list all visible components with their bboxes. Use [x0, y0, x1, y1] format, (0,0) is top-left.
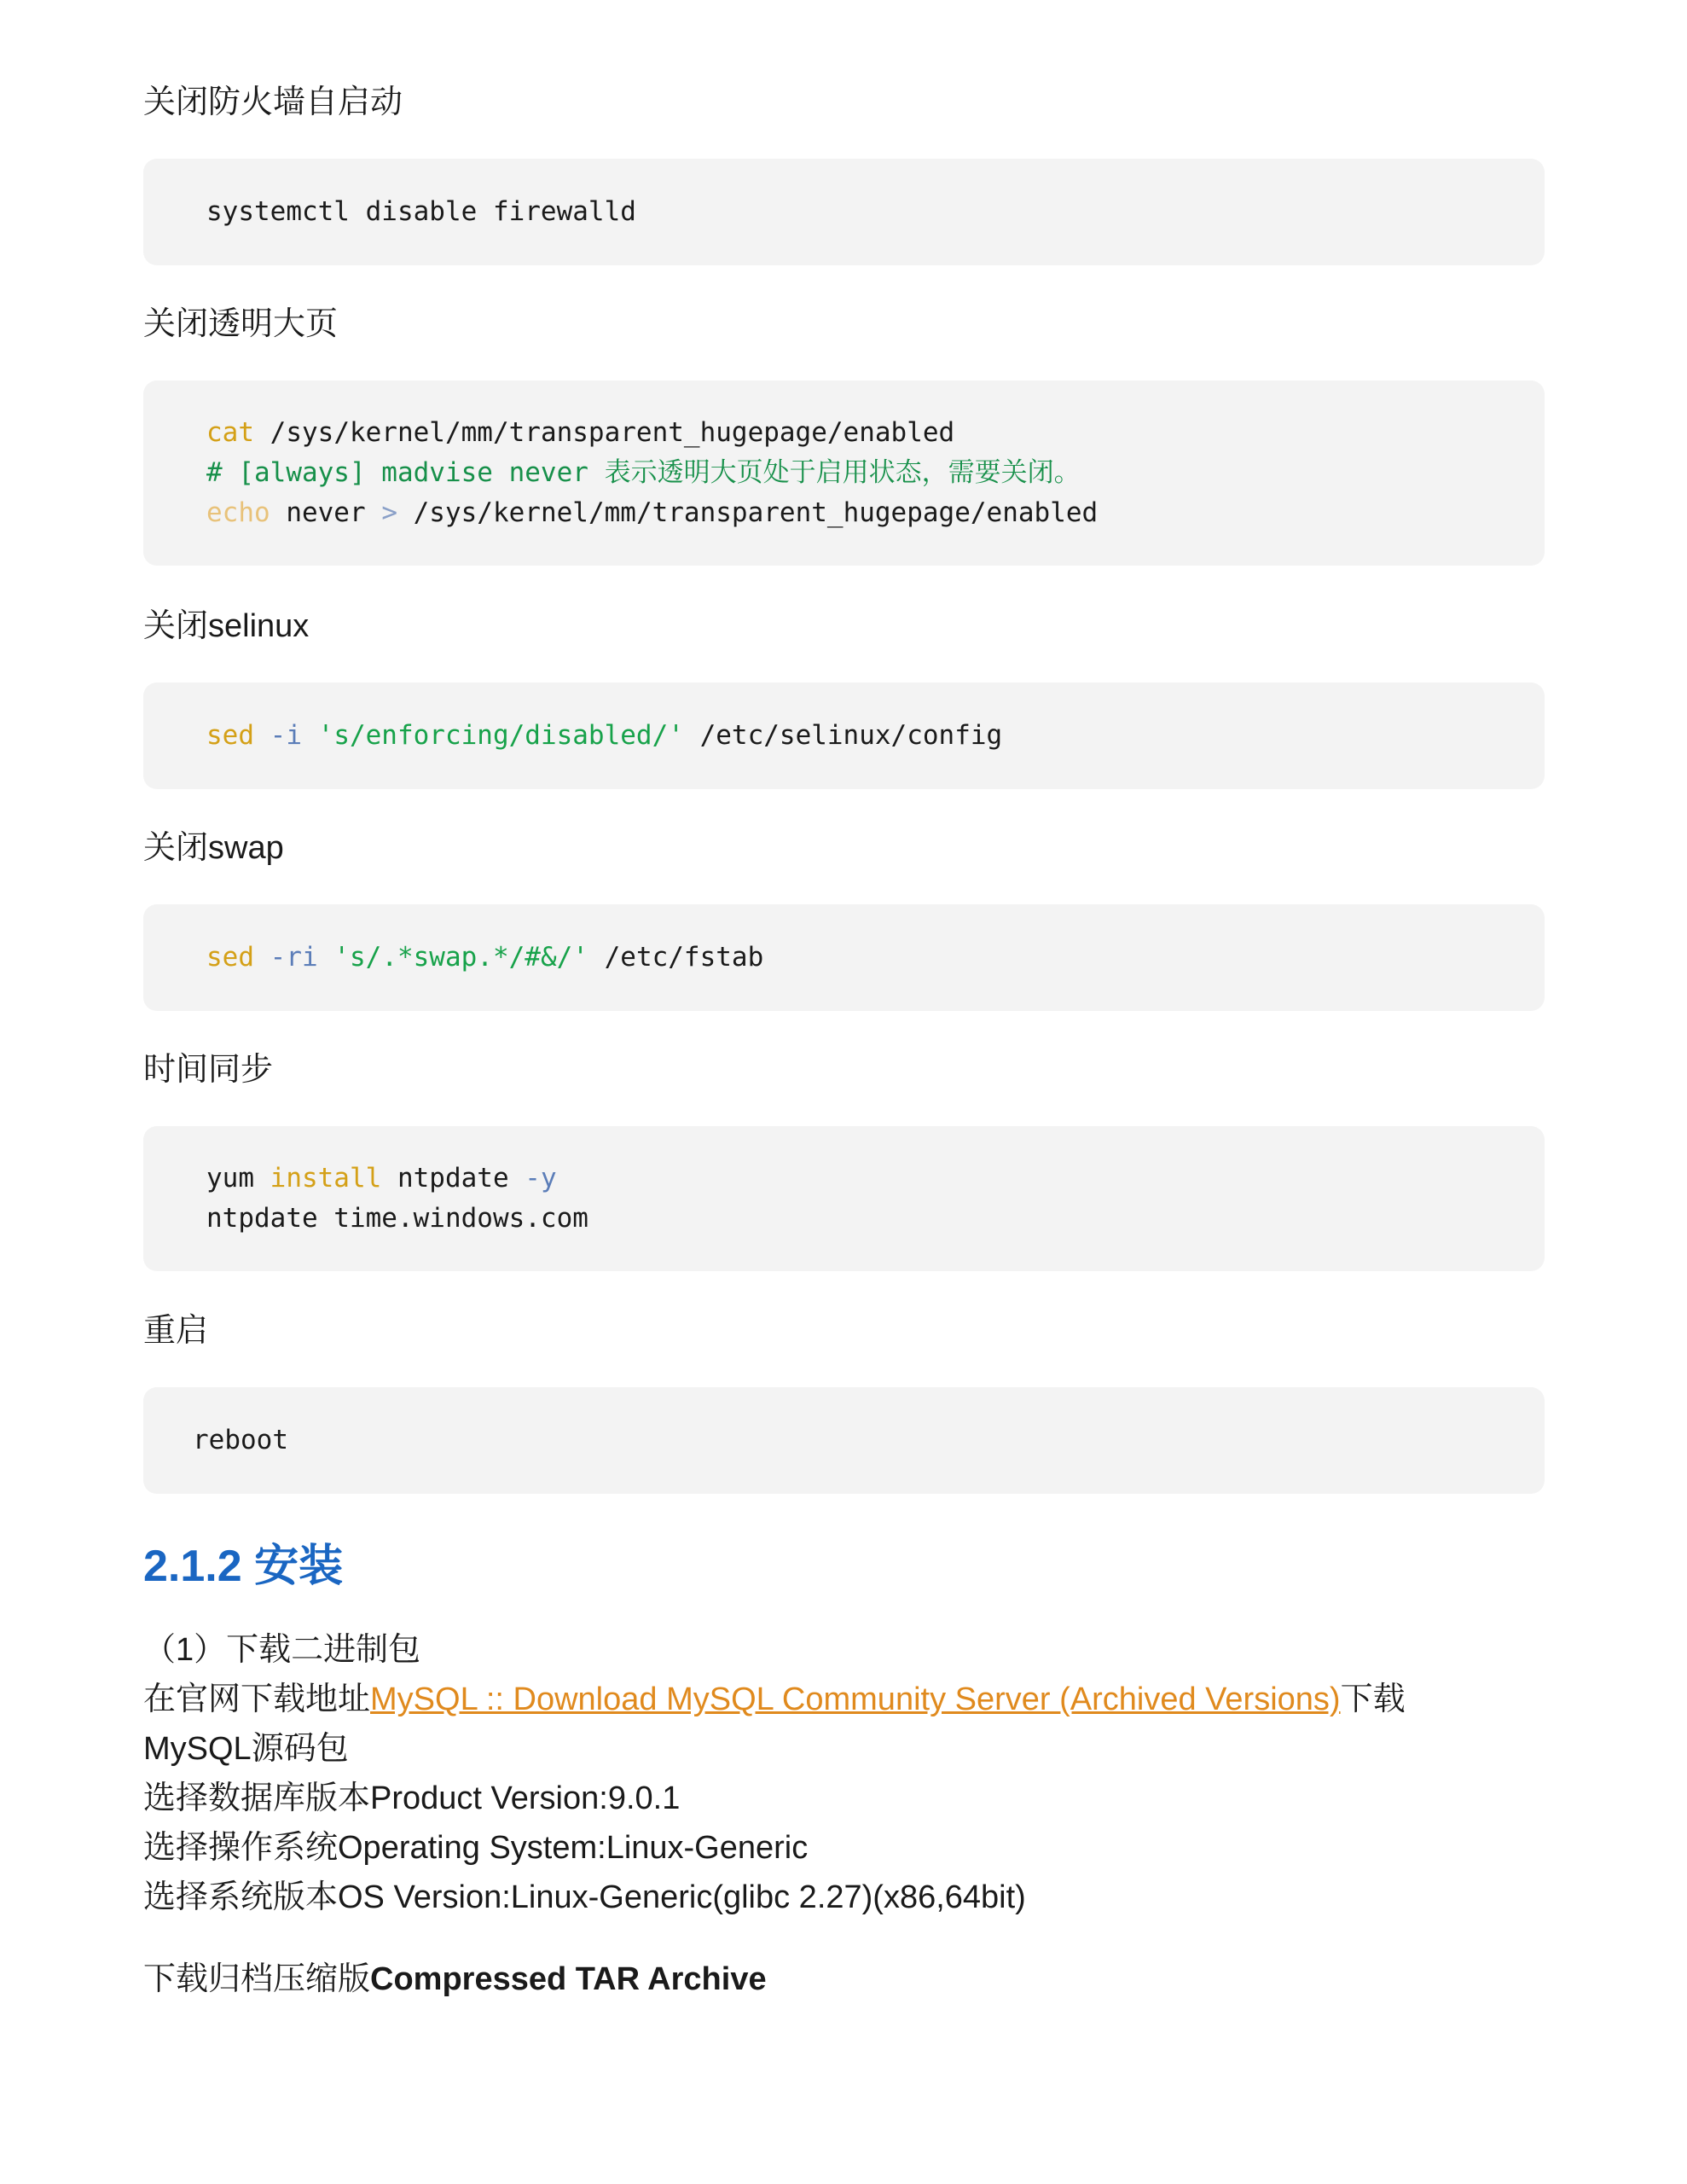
code-text: ntpdate: [381, 1163, 525, 1194]
swap-label: 关闭swap: [143, 830, 284, 866]
selinux-code-block: [143, 682, 1545, 789]
install-body: [143, 1625, 1551, 2004]
cat-keyword: cat: [206, 417, 254, 448]
code-line: [206, 413, 1545, 453]
hugepage-label: 关闭透明大页: [143, 306, 339, 342]
reboot-code-block: [143, 1387, 1545, 1494]
firewall-code-block: [143, 159, 1545, 265]
code-text: /etc/selinux/config: [683, 720, 1003, 751]
archive-name: Compressed TAR Archive: [370, 1961, 767, 1997]
code-line: [206, 1159, 1545, 1199]
code-line: systemctl disable firewalld: [206, 196, 636, 227]
code-text: /sys/kernel/mm/transparent_hugepage/enabled: [254, 417, 955, 448]
echo-keyword: echo: [206, 497, 270, 528]
code-line: [206, 938, 1545, 978]
code-text: never: [270, 497, 382, 528]
product-version-line: 选择数据库版本Product Version:9.0.1: [143, 1780, 681, 1816]
code-flag: -y: [525, 1163, 557, 1194]
install-keyword: install: [270, 1163, 382, 1194]
sed-keyword: sed: [206, 942, 254, 973]
sed-keyword: sed: [206, 720, 254, 751]
code-text: yum: [206, 1163, 270, 1194]
hugepage-code-block: [143, 380, 1545, 566]
download-suffix: 下载: [1340, 1682, 1406, 1717]
code-comment: # [always] madvise never 表示透明大页处于启用状态，需要关闭。: [206, 457, 1081, 488]
download-line: [143, 1675, 1551, 1724]
selinux-label: 关闭selinux: [143, 608, 310, 644]
redirect-operator: >: [381, 497, 397, 528]
section-heading: 2.1.2 安装: [143, 1542, 344, 1591]
archive-line: [143, 1955, 1551, 2004]
code-string: 's/enforcing/disabled/': [317, 720, 684, 751]
code-text: /etc/fstab: [588, 942, 764, 973]
firewall-label: 关闭防火墙自启动: [143, 84, 403, 120]
mysql-download-link[interactable]: MySQL :: Download MySQL Community Server (Archived Versions): [370, 1682, 1341, 1717]
code-flag: -i: [254, 720, 318, 751]
swap-code-block: [143, 904, 1545, 1011]
code-line: ntpdate time.windows.com: [206, 1203, 588, 1234]
timesync-code-block: [143, 1126, 1545, 1271]
code-string: 's/.*swap.*/#&/': [333, 942, 588, 973]
download-prefix: 在官网下载地址: [143, 1682, 371, 1717]
download-line-2: MySQL源码包: [143, 1731, 349, 1767]
code-line: reboot: [193, 1425, 288, 1455]
reboot-label: 重启: [143, 1313, 209, 1349]
code-line: [206, 493, 1545, 533]
timesync-label: 时间同步: [143, 1052, 274, 1088]
step-title: （1）下载二进制包: [143, 1632, 421, 1668]
archive-prefix: 下载归档压缩版: [143, 1961, 371, 1997]
code-line: [206, 716, 1545, 756]
operating-system-line: 选择操作系统Operating System:Linux-Generic: [143, 1830, 809, 1866]
code-flag: -ri: [254, 942, 334, 973]
code-text: /sys/kernel/mm/transparent_hugepage/enabled: [397, 497, 1099, 528]
os-version-line: 选择系统版本OS Version:Linux-Generic(glibc 2.27)(x86,64bit): [143, 1879, 1026, 1915]
